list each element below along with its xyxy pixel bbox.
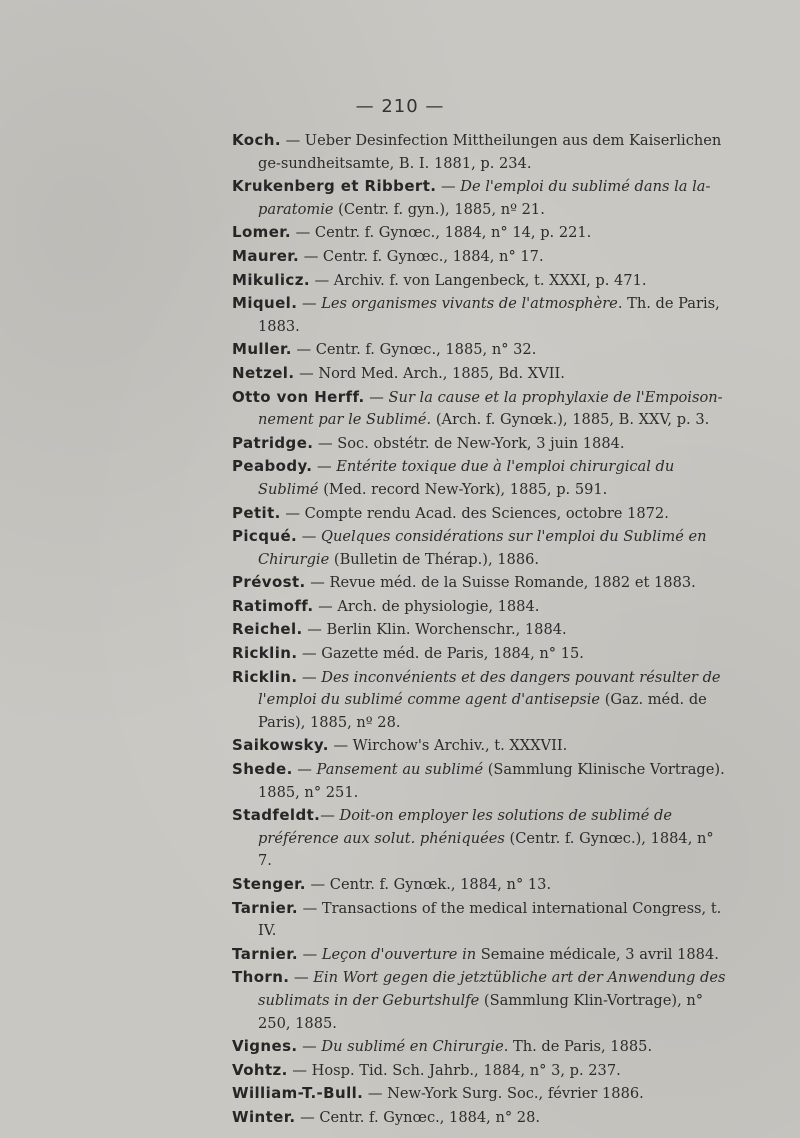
entry-reference: Th. de Paris, 1883. — [258, 295, 720, 335]
entry-title: Entérite toxique due à l'emploi chirurgical du Sublimé — [258, 458, 675, 498]
bibliography-entry — [232, 595, 732, 619]
entry-title: Doit-on employer les solutions de sublimé de préférence aux solut. phéniquées — [258, 807, 672, 847]
author-name: Petit. — [232, 503, 281, 522]
author-name: Lomer. — [232, 223, 292, 242]
entry-reference: Th. de Paris, 1885. — [508, 1038, 653, 1056]
author-name: Otto von Herff. — [232, 387, 365, 406]
entry-reference: — Berlin Klin. Worchenschr., 1884. — [302, 621, 567, 639]
bibliography-entry — [232, 129, 732, 175]
entry-reference: — — [320, 807, 340, 825]
entry-reference: — Centr. f. Gynœc., 1884, n° 17. — [299, 247, 544, 265]
author-name: Tarnier. — [232, 944, 298, 963]
entry-reference: — — [364, 388, 389, 406]
bibliography-entry — [232, 873, 732, 897]
author-name: Saikowsky. — [232, 736, 329, 755]
bibliography-entry — [232, 804, 732, 873]
bibliography-entry — [232, 455, 732, 501]
author-name: Winter. — [232, 1107, 296, 1126]
entry-reference: — Centr. f. Gynœc., 1884, n° 28. — [295, 1108, 540, 1126]
bibliography-entry — [232, 618, 732, 642]
author-name: Ricklin. — [232, 667, 298, 686]
entry-reference: (Sammlung Klinische Vortrage). 1885, n° 251. — [258, 761, 725, 801]
bibliography-entry — [232, 432, 732, 456]
author-name: Miquel. — [232, 294, 298, 313]
entry-reference: — Archiv. f. von Langenbeck, t. XXXI, p. 471. — [309, 271, 647, 289]
bibliography-entry — [232, 1059, 732, 1083]
author-name: Shede. — [232, 760, 293, 779]
entry-title: Du sublimé en Chirurgie. — [321, 1038, 509, 1056]
bibliography-entry — [232, 292, 732, 338]
author-name: Vohtz. — [232, 1060, 288, 1079]
entry-reference: — Hosp. Tid. Sch. Jahrb., 1884, n° 3, p. 237. — [287, 1061, 621, 1079]
author-name: Prévost. — [232, 573, 306, 592]
entry-reference: — — [297, 945, 322, 963]
entry-reference: — Gazette méd. de Paris, 1884, n° 15. — [297, 645, 584, 663]
author-name: Mikulicz. — [232, 270, 310, 289]
entry-reference: (Arch. f. Gynœk.), 1885, B. XXV, p. 3. — [431, 411, 710, 429]
entry-reference: — — [436, 178, 461, 196]
entry-reference: — Arch. de physiologie, 1884. — [313, 597, 540, 615]
bibliography-entry — [232, 897, 732, 943]
entry-reference: (Gaz. méd. de Paris), 1885, nº 28. — [258, 691, 707, 731]
entry-reference: — Ueber Desinfection Mittheilungen aus dem Kaiserlichen ge-sundheitsamte, B. I. 1881, p. 234. — [258, 132, 722, 172]
entry-title: Quelques considérations sur l'emploi du Sublimé en Chirurgie — [258, 528, 707, 568]
entry-title: De l'emploi du sublimé dans la la-paratomie — [258, 178, 711, 218]
bibliography-entry — [232, 1035, 732, 1059]
author-name: Patridge. — [232, 433, 314, 452]
entry-reference: — — [292, 761, 317, 779]
bibliography-entry — [232, 666, 732, 735]
bibliography-entry — [232, 362, 732, 386]
entry-reference: — Nord Med. Arch., 1885, Bd. XVII. — [294, 364, 565, 382]
bibliography-entry — [232, 966, 732, 1035]
entry-reference: (Bulletin de Thérap.), 1886. — [329, 550, 540, 568]
bibliography-entry — [232, 221, 732, 245]
author-name: Ricklin. — [232, 644, 298, 663]
entry-title: Les organismes vivants de l'atmosphère. — [321, 295, 623, 313]
bibliography-entry — [232, 386, 732, 432]
entry-reference: — Centr. f. Gynœk., 1884, n° 13. — [305, 876, 552, 893]
bibliography-entry — [232, 734, 732, 758]
entry-reference: — — [297, 1038, 322, 1056]
entry-reference: (Sammlung Klin-Vortrage), n° 250, 1885. — [258, 991, 704, 1032]
entry-reference: — Transactions of the medical international Congress, t. IV. — [258, 899, 722, 940]
entry-title: Pansement au sublimé — [316, 761, 484, 779]
author-name: Tarnier. — [232, 898, 298, 917]
entry-reference: (Centr. f. gyn.), 1885, nº 21. — [333, 200, 545, 218]
author-name: Peabody. — [232, 457, 313, 476]
author-name: Stenger. — [232, 875, 306, 893]
entry-reference: — — [297, 528, 321, 546]
bibliography-entry — [232, 642, 732, 666]
entry-reference: Semaine médicale, 3 avril 1884. — [476, 945, 719, 963]
bibliography-list — [232, 129, 732, 1130]
author-name: Koch. — [232, 131, 281, 149]
entry-reference: — Centr. f. Gynœc., 1884, n° 14, p. 221. — [291, 224, 592, 242]
entry-reference: — Compte rendu Acad. des Sciences, octobre 1872. — [280, 504, 669, 522]
page-number: — 210 — — [355, 96, 445, 117]
author-name: Maurer. — [232, 246, 300, 265]
entry-reference: (Centr. f. Gynœc.), 1884, n° 7. — [258, 829, 714, 870]
entry-reference: — Wirchow's Archiv., t. XXXVII. — [328, 737, 568, 755]
bibliography-entry — [232, 502, 732, 526]
entry-title: Ein Wort gegen die jetztübliche art der Anwendung des sublimats in der Geburtshulfe — [258, 969, 726, 1009]
author-name: Ratimoff. — [232, 596, 314, 615]
author-name: Picqué. — [232, 527, 298, 546]
entry-title: Leçon d'ouverture — [321, 945, 458, 963]
entry-reference: — Revue méd. de la Suisse Romande, 1882 et 1883. — [305, 574, 696, 592]
bibliography-entry — [232, 525, 732, 571]
entry-title: Sur la cause et la prophylaxie de l'Empoison-nement par le Sublimé. — [258, 388, 723, 429]
entry-reference: — — [297, 295, 322, 313]
author-name: Stadfeldt. — [232, 806, 321, 825]
author-name: Thorn. — [232, 968, 290, 987]
entry-title: Des inconvénients et des dangers pouvant résulter de l'emploi du sublimé comme agent d'antisepsie — [258, 668, 721, 709]
bibliography-entry — [232, 571, 732, 595]
bibliography-entry — [232, 245, 732, 269]
entry-reference: (Med. record New-York), 1885, p. 591. — [318, 480, 608, 498]
entry-reference: — — [289, 969, 314, 987]
author-name: William-T.-Bull. — [232, 1084, 364, 1103]
entry-reference: — Centr. f. Gynœc., 1885, n° 32. — [291, 341, 537, 359]
entry-reference: — — [312, 458, 337, 476]
bibliography-entry — [232, 175, 732, 221]
bibliography-entry — [232, 338, 732, 362]
entry-reference: — — [297, 668, 322, 686]
author-name: Krukenberg et Ribbert. — [232, 177, 437, 196]
entry-reference: — New-York Surg. Soc., février 1886. — [363, 1085, 644, 1103]
author-name: Muller. — [232, 340, 292, 359]
bibliography-entry — [232, 758, 732, 804]
author-name: Vignes. — [232, 1037, 298, 1056]
bibliography-entry — [232, 943, 732, 967]
bibliography-entry — [232, 1082, 732, 1106]
bibliography-entry — [232, 1106, 732, 1130]
entry-reference: — Soc. obstétr. de New-York, 3 juin 1884. — [313, 434, 625, 452]
author-name: Netzel. — [232, 363, 295, 382]
bibliography-entry — [232, 269, 732, 293]
author-name: Reichel. — [232, 620, 303, 639]
entry-title: in — [462, 945, 477, 963]
